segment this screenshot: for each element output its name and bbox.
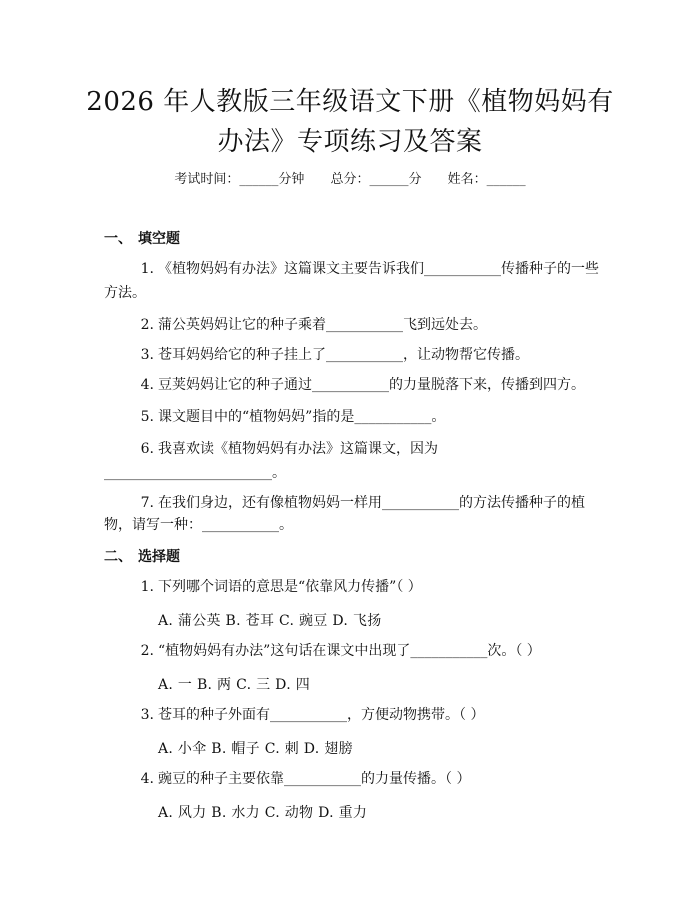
question-number: 7.: [140, 495, 154, 511]
choice-options: A. 一 B. 两 C. 三 D. 四: [158, 677, 310, 693]
question-text: 苍耳的种子外面有___________，方便动物携带。（ ）: [158, 707, 485, 723]
fill-question-continued: [104, 514, 604, 536]
question-text: 苍耳妈妈给它的种子挂上了___________，让动物帮它传播。: [158, 347, 529, 363]
question-text: 物，请写一种：___________。: [104, 517, 293, 533]
fill-question: [104, 438, 604, 460]
section-number: 二、: [104, 549, 132, 565]
exam-score: 总分：______分: [330, 172, 422, 187]
section-heading-fill: [104, 228, 180, 248]
choice-question: [104, 704, 604, 726]
question-number: 3.: [140, 347, 154, 363]
choice-question: [104, 576, 604, 598]
question-text: 在我们身边，还有像植物妈妈一样用___________的方法传播种子的植: [158, 495, 585, 511]
choice-question: [104, 768, 604, 790]
title-line-2: 办法》专项练习及答案: [217, 127, 483, 157]
exam-time: 考试时间：______分钟: [174, 172, 305, 187]
question-number: 4.: [140, 377, 154, 393]
question-number: 1.: [140, 579, 154, 595]
exam-meta: [0, 168, 700, 187]
section-heading-choice: [104, 546, 180, 566]
question-text: 下列哪个词语的意思是“依靠风力传播”（ ）: [158, 579, 422, 595]
fill-question-continued: [104, 282, 604, 304]
fill-question: [104, 258, 604, 280]
question-number: 5.: [140, 409, 154, 425]
question-text: 课文题目中的“植物妈妈”指的是___________。: [158, 409, 446, 425]
title-line-1: 2026 年人教版三年级语文下册《植物妈妈有: [86, 87, 614, 117]
question-text: 方法。: [104, 285, 146, 301]
fill-question: [104, 374, 604, 396]
section-number: 一、: [104, 231, 132, 247]
section-label: 填空题: [138, 231, 180, 247]
fill-question: [104, 314, 604, 336]
fill-question: [104, 492, 604, 514]
section-label: 选择题: [138, 549, 180, 565]
question-number: 3.: [140, 707, 154, 723]
fill-question: [104, 406, 604, 428]
choice-options: A. 蒲公英 B. 苍耳 C. 豌豆 D. 飞扬: [158, 613, 382, 629]
choice-options: A. 小伞 B. 帽子 C. 刺 D. 翅膀: [158, 741, 353, 757]
fill-question: [104, 344, 604, 366]
question-text: 豆荚妈妈让它的种子通过___________的力量脱落下来，传播到四方。: [158, 377, 585, 393]
choice-question: [104, 640, 604, 662]
question-text: “植物妈妈有办法”这句话在课文中出现了___________次。（ ）: [158, 643, 541, 659]
question-number: 4.: [140, 771, 154, 787]
question-number: 2.: [140, 643, 154, 659]
question-text: ________________________。: [104, 465, 286, 481]
question-text: 豌豆的种子主要依靠___________的力量传播。（ ）: [158, 771, 471, 787]
question-text: 我喜欢读《植物妈妈有办法》这篇课文，因为: [158, 441, 438, 457]
exam-name: 姓名：______: [447, 172, 526, 187]
page-title: [60, 82, 640, 162]
question-number: 2.: [140, 317, 154, 333]
question-number: 6.: [140, 441, 154, 457]
choice-options: A. 风力 B. 水力 C. 动物 D. 重力: [158, 805, 368, 821]
question-text: 蒲公英妈妈让它的种子乘着___________飞到远处去。: [158, 317, 487, 333]
fill-question-continued: [104, 462, 604, 484]
question-number: 1.: [140, 261, 154, 277]
question-text: 《植物妈妈有办法》这篇课文主要告诉我们___________传播种子的一些: [158, 261, 599, 277]
